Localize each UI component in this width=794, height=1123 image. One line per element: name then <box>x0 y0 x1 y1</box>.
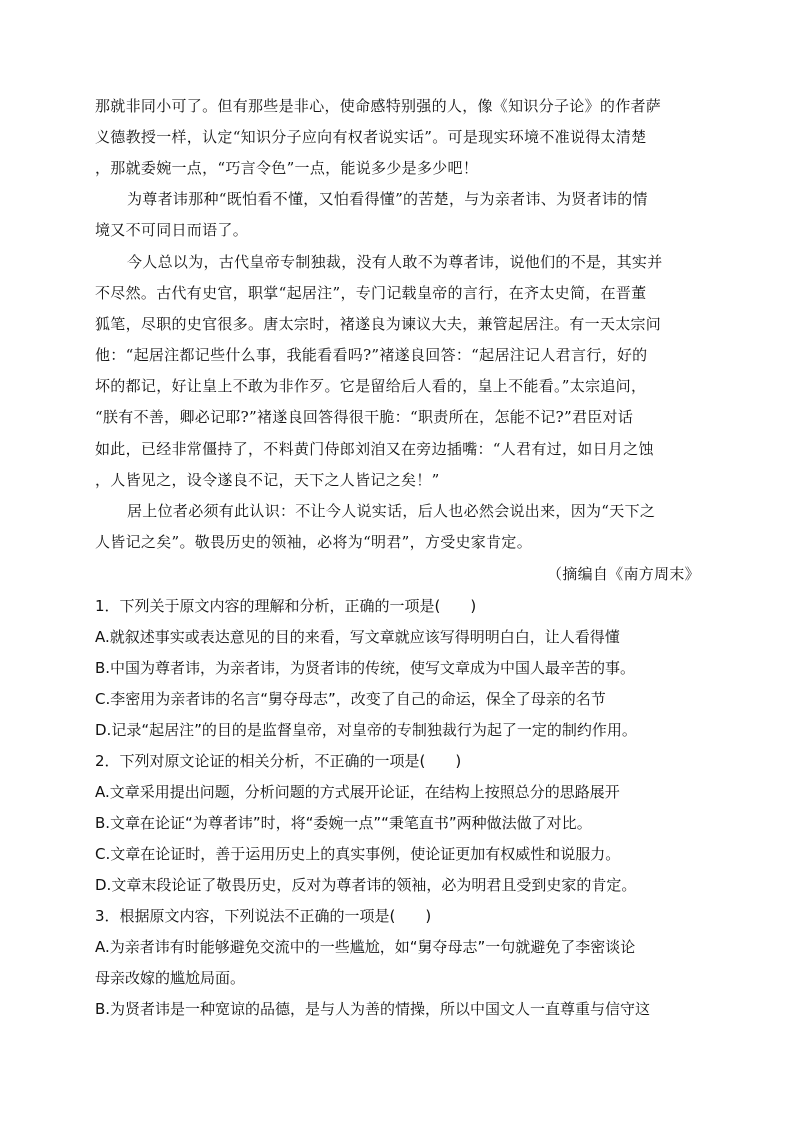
passage-line: 如此，已经非常僵持了，不料黄门侍郎刘洎又在旁边插嘴：“人君有过，如日月之蚀 <box>95 440 654 458</box>
option-line: B.中国为尊者讳，为亲者讳，为贤者讳的传统，使写文章成为中国人最辛苦的事。 <box>95 659 636 677</box>
passage-line: ，那就委婉一点，“巧言令色”一点，能说多少是多少吧！ <box>95 159 479 177</box>
option-line: C.文章在论证时，善于运用历史上的真实事例，使论证更加有权威性和说服力。 <box>95 845 621 863</box>
passage-line: 居上位者必须有此认识：不让今人说实话，后人也必然会说出来，因为“天下之 <box>127 502 656 520</box>
option-line: A.为亲者讳有时能够避免交流中的一些尴尬，如“舅夺母志”一句就避免了李密谈论 <box>95 938 636 956</box>
passage-line: 义德教授一样，认定“知识分子应向有权者说实话”。可是现实环境不准说得太清楚 <box>95 128 647 146</box>
passage-line: 为尊者讳那种“既怕看不懂，又怕看得懂”的苦楚，与为亲者讳、为贤者讳的情 <box>127 190 648 208</box>
question-stem-3: 3．根据原文内容，下列说法不正确的一项是( ) <box>95 907 432 925</box>
option-line: D.文章末段论证了敬畏历史，反对为尊者讳的领袖，必为明君且受到史家的肯定。 <box>95 876 637 894</box>
option-line: A.文章采用提出问题，分析问题的方式展开论证，在结构上按照总分的思路展开 <box>95 783 620 801</box>
passage-line: “朕有不善，卿必记耶?”褚遂良回答得很干脆：“职责所在，怎能不记?”君臣对话 <box>95 408 634 426</box>
passage-line: 不尽然。古代有史官，职掌“起居注”，专门记载皇帝的言行，在齐太史简，在晋董 <box>95 284 647 302</box>
question-stem-1: 1．下列关于原文内容的理解和分析，正确的一项是( ) <box>95 597 477 615</box>
question-stem-2: 2．下列对原文论证的相关分析，不正确的一项是( ) <box>95 752 462 770</box>
passage-line: 境又不可同日而语了。 <box>95 221 249 239</box>
passage-line: 那就非同小可了。但有那些是非心，使命感特别强的人，像《知识分子论》的作者萨 <box>95 97 662 115</box>
option-line: D.记录“起居注”的目的是监督皇帝，对皇帝的专制独裁行为起了一定的制约作用。 <box>95 721 637 739</box>
passage-line: 今人总以为，古代皇帝专制独裁，没有人敢不为尊者讳，说他们的不是，其实并 <box>127 253 663 271</box>
passage-source: （摘编自《南方周末》 <box>546 565 700 583</box>
option-line: 母亲改嫁的尴尬局面。 <box>95 969 246 987</box>
passage-line: 坏的都记，好让皇上不敢为非作歹。它是留给后人看的，皇上不能看。”太宗追问， <box>95 377 647 395</box>
passage-line: 狐笔，尽职的史官很多。唐太宗时，褚遂良为谏议大夫，兼管起居注。有一天太宗问 <box>95 315 662 333</box>
option-line: B.文章在论证“为尊者讳”时，将“委婉一点”“秉笔直书”两种做法做了对比。 <box>95 814 592 832</box>
option-line: B.为贤者讳是一种宽谅的品德，是与人为善的情操，所以中国文人一直尊重与信守这 <box>95 1000 651 1018</box>
passage-line: ，人皆见之，设令遂良不记，天下之人皆记之矣！” <box>95 471 440 489</box>
passage-line: 人皆记之矣”。敬畏历史的领袖，必将为“明君”，方受史家肯定。 <box>95 533 533 551</box>
option-line: C.李密用为亲者讳的名言“舅夺母志”，改变了自己的命运，保全了母亲的名节 <box>95 690 606 708</box>
option-line: A.就叙述事实或表达意见的目的来看，写文章就应该写得明明白白，让人看得懂 <box>95 628 620 646</box>
passage-line: 他：“起居注都记些什么事，我能看看吗?”褚遂良回答：“起居注记人君言行，好的 <box>95 346 648 364</box>
